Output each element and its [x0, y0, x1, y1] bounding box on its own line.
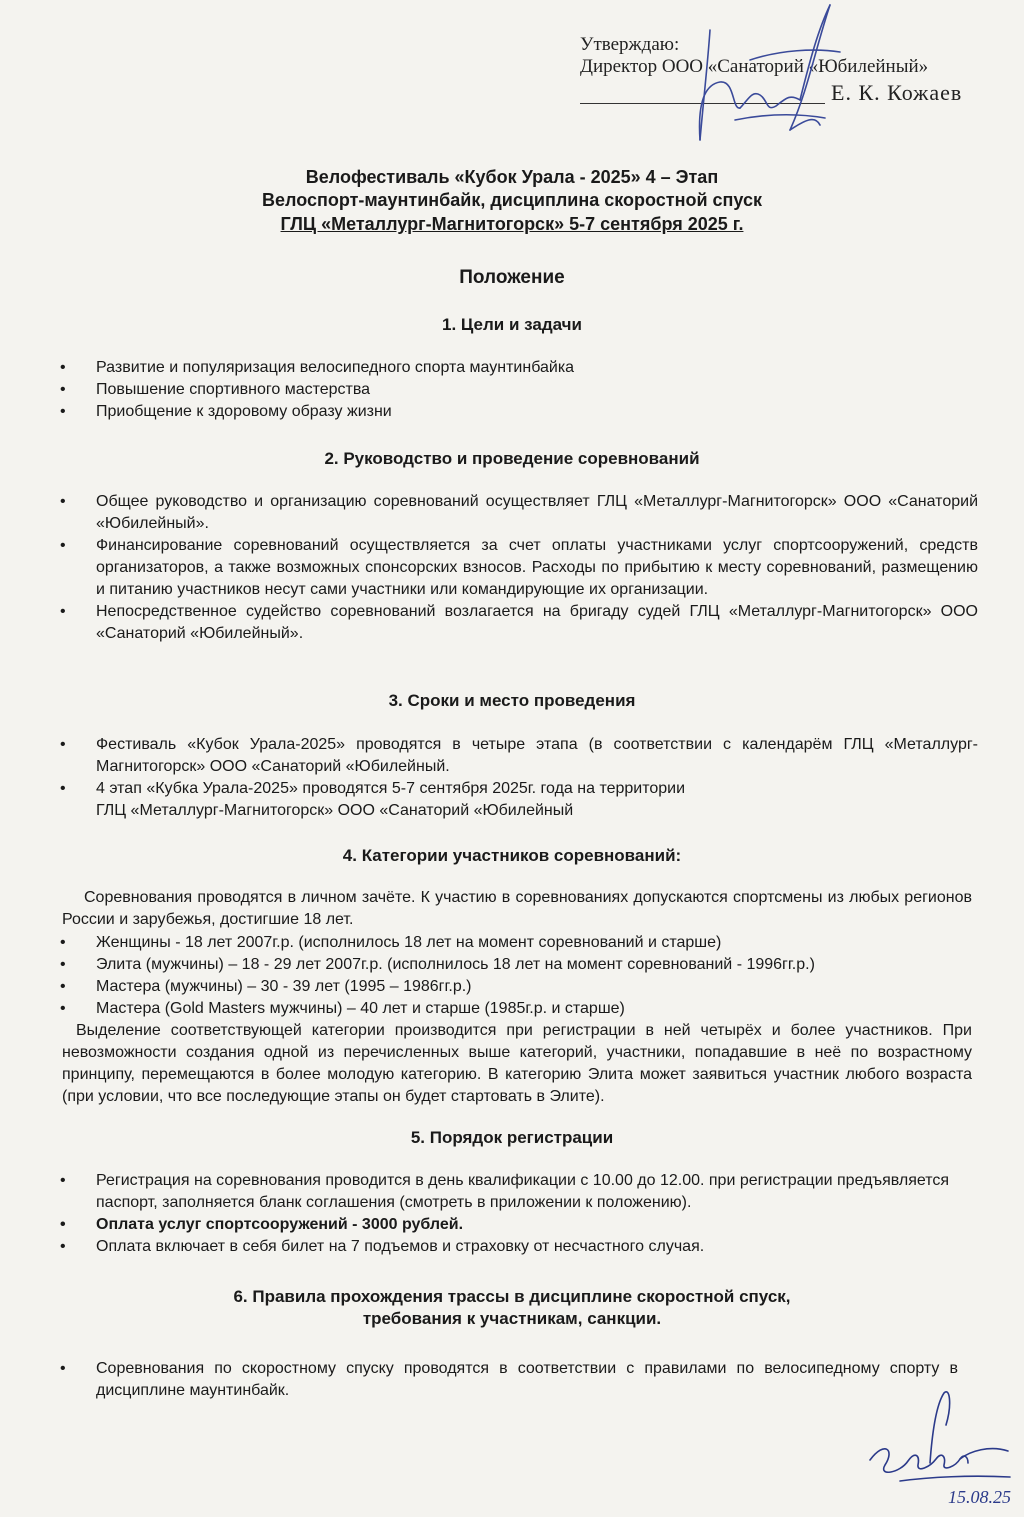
- section-1-list: [58, 357, 978, 423]
- section-2-heading: 2. Руководство и проведение соревнований: [324, 449, 700, 468]
- section-4-intro: Соревнования проводятся в личном зачёте. К участию в соревнованиях допускаются спортсмены из любых регионов России и зарубежья, достигшие 18 лет.: [62, 889, 972, 928]
- list-item: • 4 этап «Кубка Урала-2025» проводятся 5-7 сентября 2025г. года на территории: [58, 778, 978, 800]
- document-title: Положение: [459, 267, 565, 288]
- list-item: • Элита (мужчины) – 18 - 29 лет 2007г.р. (исполнилось 18 лет на момент соревнований - 1996гг.р.): [58, 954, 978, 976]
- signature-date: 15.08.25: [948, 1487, 1011, 1507]
- section-3-list: [58, 734, 978, 800]
- list-item: • Мастера (Gold Masters мужчины) – 40 лет и старше (1985г.р. и старше): [58, 998, 978, 1020]
- discipline-title: Велоспорт-маунтинбайк, дисциплина скоростной спуск: [262, 190, 762, 210]
- section-4-list: [58, 932, 978, 1020]
- section-3-heading: 3. Сроки и место проведения: [388, 691, 636, 710]
- list-item: • Непосредственное судейство соревнований возлагается на бригаду судей ГЛЦ «Металлург-Магнитогорск» ООО «Санаторий «Юбилейный».: [58, 601, 978, 645]
- section-1-heading: 1. Цели и задачи: [442, 315, 582, 334]
- festival-title: Велофестиваль «Кубок Урала - 2025» 4 – Этап: [305, 167, 719, 187]
- section-5-list: [58, 1170, 978, 1258]
- list-item: • Соревнования по скоростному спуску проводятся в соответствии с правилами по велосипедному спорту в дисциплине маунтинбайк.: [58, 1358, 958, 1402]
- section-6-heading: 6. Правила прохождения трассы в дисциплине скоростной спуск,: [233, 1287, 791, 1306]
- approval-name: Е. К. Кожаев: [831, 80, 963, 105]
- list-item: • Женщины - 18 лет 2007г.р. (исполнилось 18 лет на момент соревнований и старше): [58, 932, 978, 954]
- section-3-venue-line: ГЛЦ «Металлург-Магнитогорск» ООО «Санаторий «Юбилейный: [96, 802, 574, 819]
- approval-director: Директор ООО «Санаторий «Юбилейный»: [580, 56, 929, 77]
- list-item: • Приобщение к здоровому образу жизни: [58, 401, 978, 423]
- section-2-list: [58, 491, 978, 645]
- section-6-heading-line2: требования к участникам, санкции.: [362, 1309, 662, 1328]
- venue-date-title: ГЛЦ «Металлург-Магнитогорск» 5-7 сентября 2025 г.: [280, 214, 744, 234]
- approval-label: Утверждаю:: [580, 34, 680, 55]
- list-item: • Мастера (мужчины) – 30 - 39 лет (1995 – 1986гг.р.): [58, 976, 978, 998]
- list-item-payment: • Оплата услуг спортсооружений - 3000 рублей.: [58, 1214, 978, 1236]
- section-4-outro: Выделение соответствующей категории производится при регистрации в ней четырёх и более участников. При невозможности создания одной из перечисленных выше категорий, участники, попадавшие в неё по возрастному принципу, перемещаются в более молодую категорию. В категорию Элита может заявиться участник любого возраста (при условии, что все последующие этапы он будет стартовать в Элите).: [62, 1022, 972, 1105]
- director-signature-icon: [640, 0, 880, 170]
- list-item: • Повышение спортивного мастерства: [58, 379, 978, 401]
- list-item: • Финансирование соревнований осуществляется за счет оплаты участниками услуг спортсооружений, средств организаторов, а также возможных спонсорских взносов. Расходы по прибытию к месту соревнований, размещению и питанию участников несут сами участники или командирующие их организации.: [58, 535, 978, 601]
- list-item: • Оплата включает в себя билет на 7 подъемов и страховку от несчастного случая.: [58, 1236, 978, 1258]
- initials-signature-icon: [860, 1385, 1020, 1510]
- list-item: • Регистрация на соревнования проводится в день квалификации с 10.00 до 12.00. при регистрации предъявляется паспорт, заполняется бланк соглашения (смотреть в приложении к положению).: [58, 1170, 978, 1214]
- list-item: • Фестиваль «Кубок Урала-2025» проводятся в четыре этапа (в соответствии с календарём ГЛЦ «Металлург-Магнитогорск» ООО «Санаторий «Юбилейный.: [58, 734, 978, 778]
- section-6-list: [58, 1358, 958, 1402]
- section-5-heading: 5. Порядок регистрации: [410, 1128, 614, 1147]
- section-4-heading: 4. Категории участников соревнований:: [342, 846, 682, 865]
- list-item: • Общее руководство и организацию соревнований осуществляет ГЛЦ «Металлург-Магнитогорск» ООО «Санаторий «Юбилейный».: [58, 491, 978, 535]
- list-item: • Развитие и популяризация велосипедного спорта маунтинбайка: [58, 357, 978, 379]
